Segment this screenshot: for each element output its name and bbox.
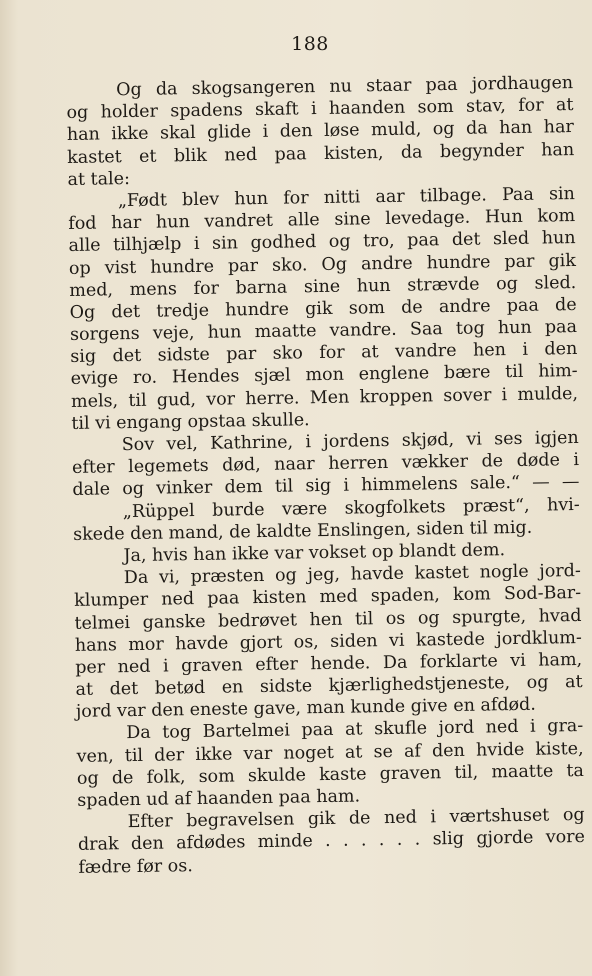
text-line: efter legemets død, naar herren vækker de døde i xyxy=(71,450,580,479)
text-line: fod har hun vandret alle sine levedage. Hun kom xyxy=(68,206,576,235)
text-line: per ned i graven efter hende. Da forklarte vi ham, xyxy=(75,649,583,678)
text-line: „Rüppel burde være skogfolkets præst“, hvi- xyxy=(122,494,580,522)
text-line: Og da skogsangeren nu staar paa jordhaugen xyxy=(116,73,574,101)
text-line: Og det tredje hundre gik som de andre paa de xyxy=(69,294,577,323)
text-line: og holder spadens skaft i haanden som stav, for at xyxy=(66,95,574,124)
text-line: til vi engang opstaa skulle. xyxy=(71,410,310,434)
text-line: Ja, hvis han ikke var vokset op blandt dem. xyxy=(123,540,506,567)
text-line: Da vi, præsten og jeg, havde kastet nogle jord- xyxy=(123,561,581,589)
text-line: dale og vinker dem til sig i himmelens sale.“ — — xyxy=(72,472,580,501)
text-line: ven, til der ikke var noget at se af den hvide kiste, xyxy=(76,738,584,767)
text-line: fædre før os. xyxy=(78,855,193,878)
text-line: kastet et blik ned paa kisten, da begynder han xyxy=(67,139,575,168)
text-line: han ikke skal glide i den løse muld, og da han har xyxy=(66,117,574,146)
text-line: klumper ned paa kisten med spaden, kom Sod-Bar- xyxy=(74,583,582,612)
text-line: at tale: xyxy=(67,168,131,190)
text-line: evige ro. Hendes sjæl mon englene bære til him- xyxy=(70,361,578,390)
text-line: sig det sidste par sko for at vandre hen i den xyxy=(70,339,578,368)
text-line: „Født blev hun for nitti aar tilbage. Paa sin xyxy=(117,183,576,212)
text-line: sorgens veje, hun maatte vandre. Saa tog hun paa xyxy=(69,317,578,346)
text-line: Efter begravelsen gik de ned i værtshuset og xyxy=(127,805,585,833)
text-line: telmei ganske bedrøvet hen til os og spurgte, hvad xyxy=(74,605,582,634)
body-text xyxy=(66,72,585,879)
text-line: spaden ud af haanden paa ham. xyxy=(77,786,361,811)
text-line: at det betød en sidste kjærlighedstjeneste, og at xyxy=(75,672,583,700)
text-line: skede den mand, de kaldte Enslingen, siden til mig. xyxy=(72,517,533,545)
text-line: mels, til gud, vor herre. Men kroppen sover i mulde, xyxy=(70,383,579,412)
text-line: med, mens for barna sine hun strævde og sled. xyxy=(69,272,577,301)
text-line: alle tilhjælp i sin godhed og tro, paa det sled hun xyxy=(68,228,576,257)
text-line: hans mor havde gjort os, siden vi kastede jordklum- xyxy=(74,627,582,656)
text-line: Sov vel, Kathrine, i jordens skjød, vi ses igjen xyxy=(121,427,579,456)
text-line: Da tog Bartelmei paa at skufle jord ned i gra- xyxy=(126,716,584,744)
page-number: 188 xyxy=(291,33,329,55)
text-line: jord var den eneste gave, man kunde give en afdød. xyxy=(75,694,537,723)
text-line: op vist hundre par sko. Og andre hundre par gik xyxy=(68,250,577,279)
text-line: drak den afdødes minde . . . . . . slig gjorde vore xyxy=(77,827,586,856)
text-line: og de folk, som skulde kaste graven til, maatte ta xyxy=(76,760,585,789)
